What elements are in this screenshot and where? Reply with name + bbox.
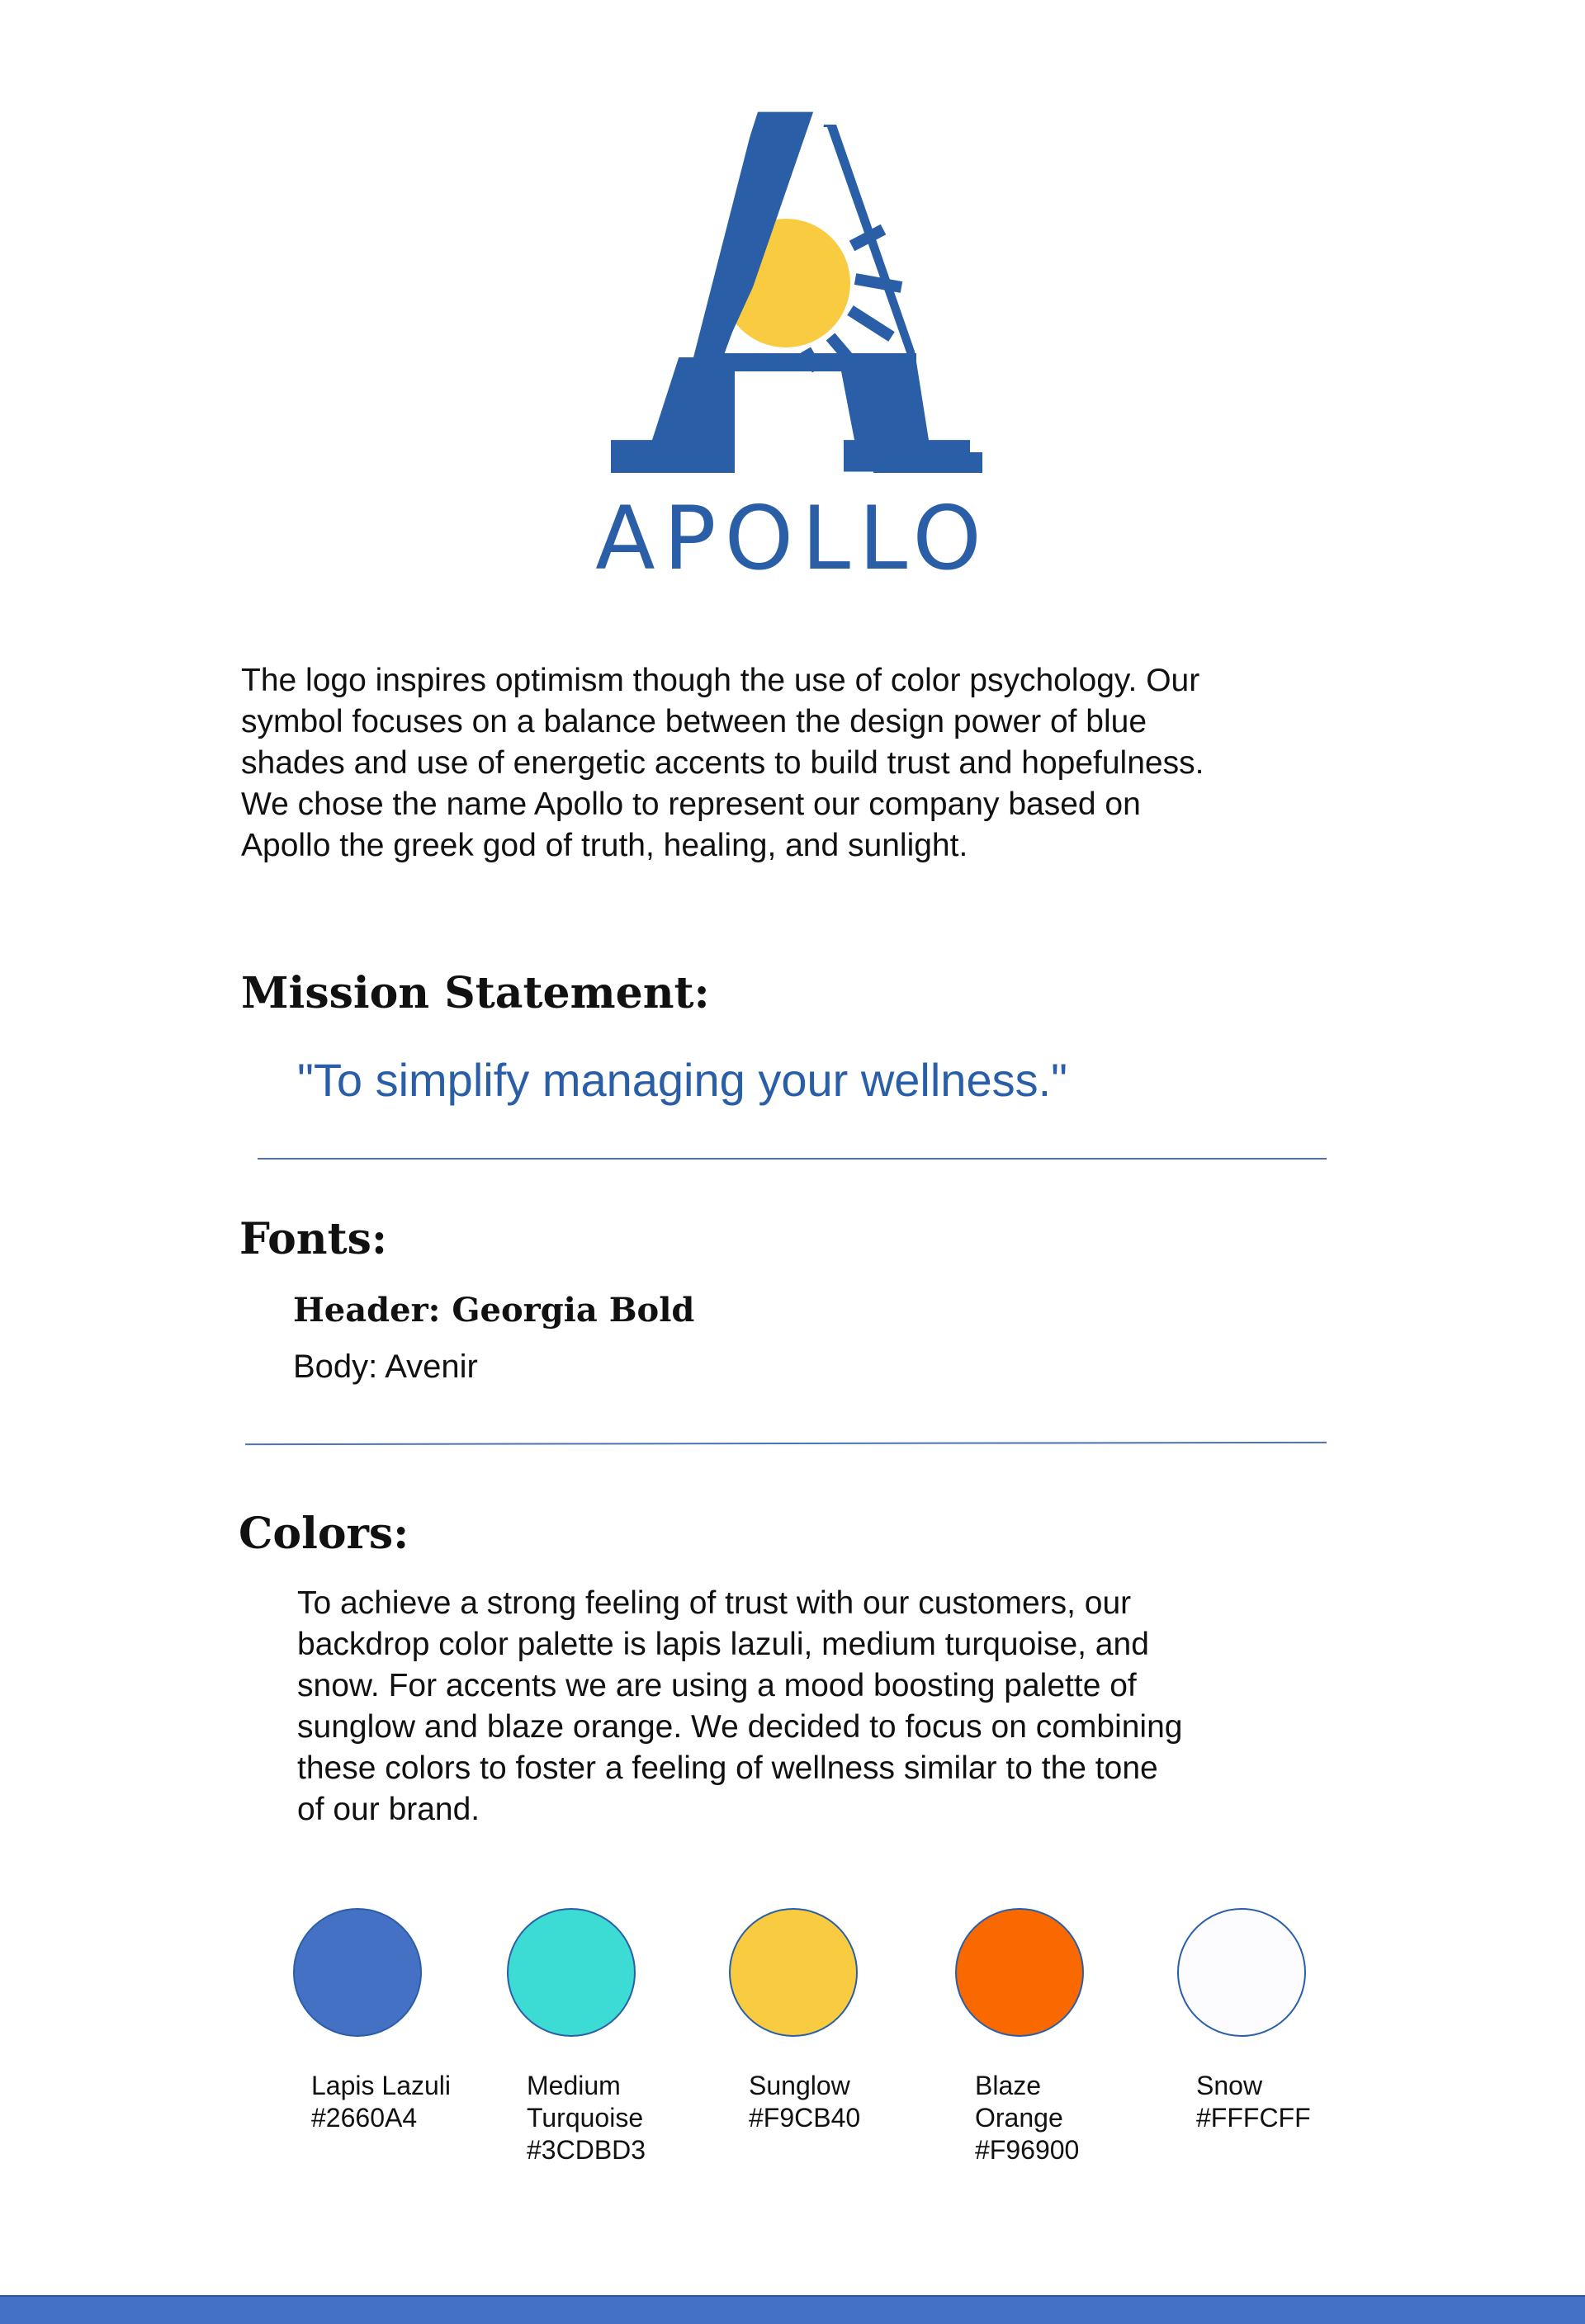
- swatch-label-line: Turquoise: [527, 2103, 644, 2133]
- intro-line: We chose the name Apollo to represent our company based on: [241, 786, 1141, 822]
- colors-paragraph: [297, 1583, 1346, 1830]
- fonts-heading: Fonts:: [239, 1214, 388, 1264]
- swatch-lapis-lazuli: [293, 1908, 422, 2037]
- swatch-label-medium-turquoise: [527, 2070, 725, 2166]
- swatch-label-line: Snow: [1196, 2071, 1263, 2100]
- footer-bar: [0, 2295, 1585, 2324]
- colors-line: snow. For accents we are using a mood boosting palette of: [297, 1668, 1137, 1703]
- colors-line: sunglow and blaze orange. We decided to focus on combining: [297, 1709, 1183, 1745]
- swatch-snow: [1177, 1908, 1306, 2037]
- swatch-label-line: Orange: [975, 2103, 1063, 2133]
- colors-line: To achieve a strong feeling of trust with our customers, our: [297, 1585, 1132, 1621]
- logo-wordmark: APOLLO: [595, 488, 990, 589]
- swatch-label-snow: [1196, 2070, 1394, 2134]
- swatch-label-line: #FFFCFF: [1196, 2103, 1311, 2133]
- colors-line: these colors to foster a feeling of wellness similar to the tone: [297, 1750, 1158, 1786]
- header-font-spec: Header: Georgia Bold: [293, 1291, 695, 1330]
- intro-line: symbol focuses on a balance between the design power of blue: [241, 704, 1147, 739]
- swatch-label-line: #2660A4: [311, 2103, 418, 2133]
- swatch-label-line: #F9CB40: [749, 2103, 861, 2133]
- apollo-logo-mark: [611, 106, 982, 473]
- colors-line: of our brand.: [297, 1792, 480, 1827]
- swatch-label-line: Medium: [527, 2071, 621, 2100]
- swatch-sunglow: [729, 1908, 858, 2037]
- swatch-blaze-orange: [955, 1908, 1084, 2037]
- divider: [245, 1442, 1327, 1445]
- intro-line: Apollo the greek god of truth, healing, and sunlight.: [241, 828, 968, 863]
- swatch-label-lapis-lazuli: [311, 2070, 509, 2134]
- intro-line: The logo inspires optimism though the use of color psychology. Our: [241, 663, 1200, 698]
- swatch-label-blaze-orange: [975, 2070, 1173, 2166]
- swatch-label-line: #F96900: [975, 2135, 1080, 2165]
- colors-line: backdrop color palette is lapis lazuli, medium turquoise, and: [297, 1627, 1149, 1662]
- body-font-spec: Body: Avenir: [293, 1349, 478, 1385]
- swatch-label-sunglow: [749, 2070, 947, 2134]
- swatch-label-line: Blaze: [975, 2071, 1042, 2100]
- intro-paragraph: [241, 660, 1347, 867]
- swatch-label-line: Lapis Lazuli: [311, 2071, 451, 2100]
- mission-heading: Mission Statement:: [241, 968, 710, 1018]
- swatch-label-line: #3CDBD3: [527, 2135, 646, 2165]
- intro-line: shades and use of energetic accents to build trust and hopefulness.: [241, 745, 1204, 781]
- divider: [258, 1158, 1327, 1160]
- swatch-medium-turquoise: [507, 1908, 636, 2037]
- colors-heading: Colors:: [239, 1509, 409, 1559]
- mission-quote: "To simplify managing your wellness.": [297, 1054, 1068, 1106]
- swatch-label-line: Sunglow: [749, 2071, 850, 2100]
